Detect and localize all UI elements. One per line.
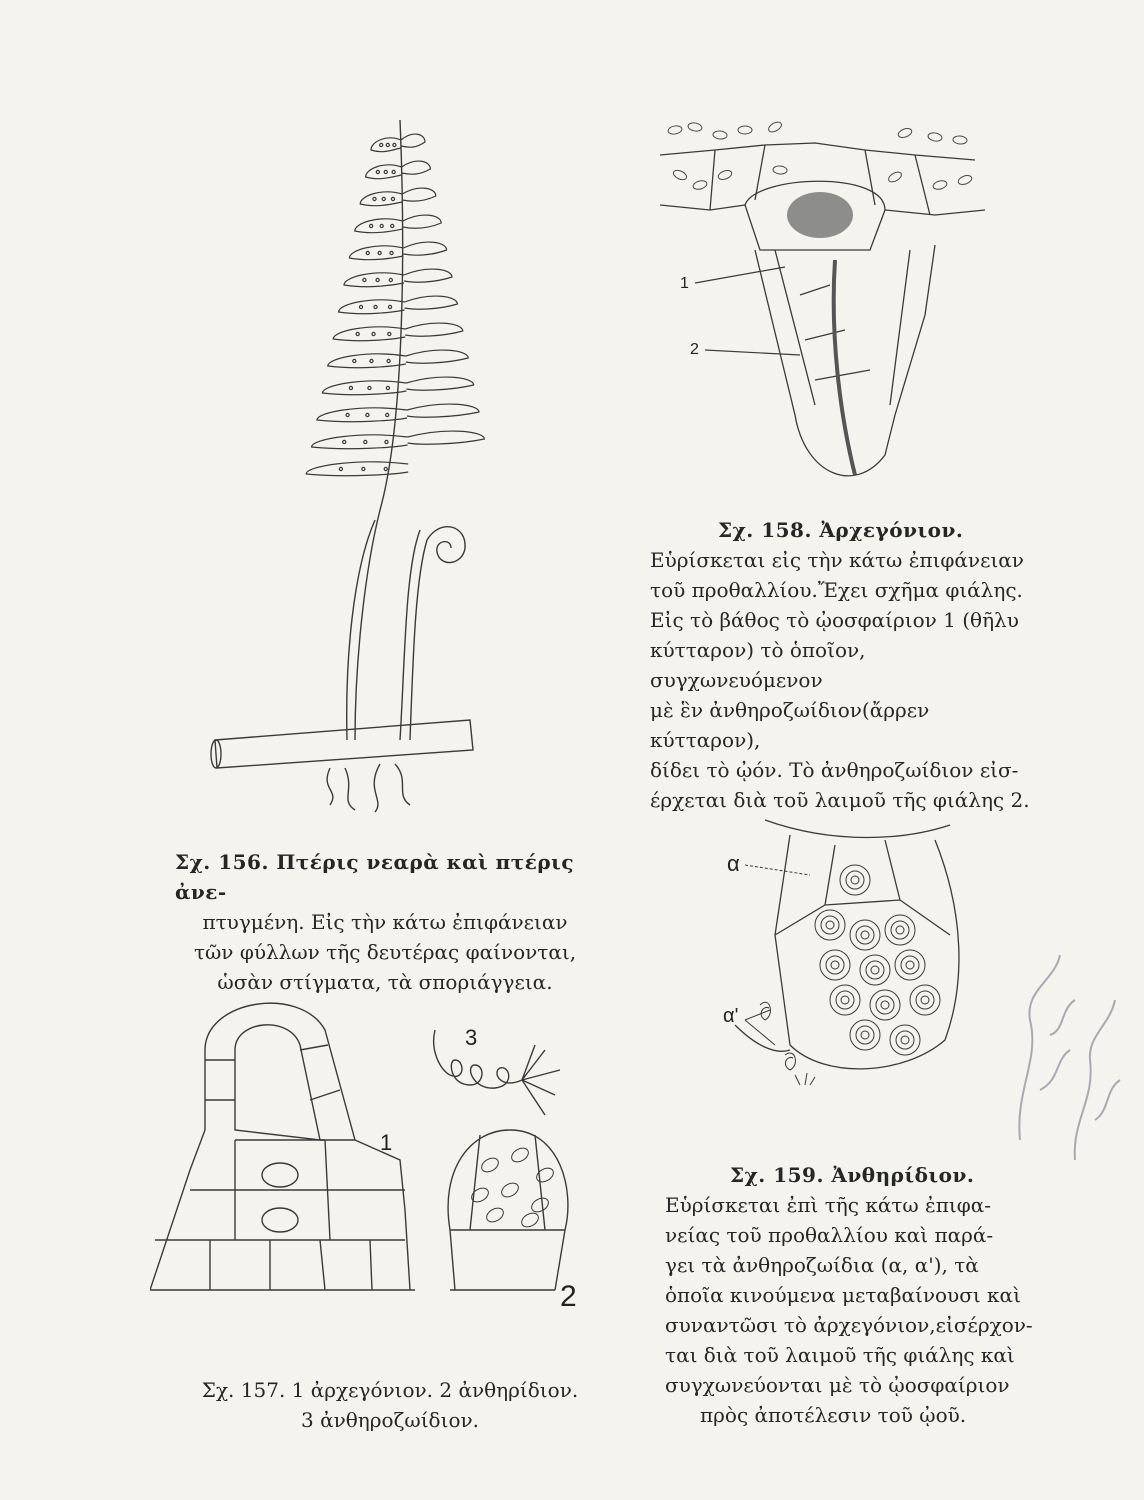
- fig158-caption: [650, 515, 1040, 815]
- fig156-title: Σχ. 156. Πτέρις νεαρὰ καὶ πτέρις ἀνε-: [175, 850, 575, 904]
- fig159-title: Σχ. 159. Ἀνθηρίδιον.: [730, 1163, 975, 1187]
- fig159-line-7: συγχωνεύονται μὲ τὸ ᾠοσφαίριον: [665, 1373, 1010, 1397]
- rhizome: [215, 720, 473, 768]
- fiddlehead-stalk: [400, 530, 420, 740]
- sperm-cell: [870, 990, 900, 1020]
- antheridium-drawing: [715, 815, 975, 1095]
- fern-pinna: [406, 377, 473, 390]
- archegonium-drawing: [655, 115, 995, 500]
- handwritten-annotation: [1000, 940, 1140, 1170]
- sperm-cell: [895, 950, 925, 980]
- fig158-line-5: μὲ ἓν ἀνθηροζωίδιον(ἄρρεν κύτταρον),: [650, 698, 930, 752]
- sperm-cell: [850, 920, 880, 950]
- fig158-line-1: Εὑρίσκεται εἰς τὴν κάτω ἐπιφάνειαν: [650, 548, 1024, 572]
- sperm-coil: [896, 1031, 914, 1049]
- sporangium-dot: [372, 332, 375, 335]
- cell-nucleus: [738, 126, 752, 134]
- sperm-coil: [861, 1031, 869, 1039]
- sporangium-dot: [376, 170, 379, 173]
- fiddlehead-icon: [427, 527, 465, 563]
- sperm-cell: [840, 865, 870, 895]
- fern-pinna: [405, 296, 458, 309]
- sporangium-dot: [390, 251, 393, 254]
- sporangium-dot: [346, 413, 349, 416]
- sperm-coil: [896, 926, 904, 934]
- sporangium-dot: [386, 143, 389, 146]
- free-sperm-icon: [760, 1002, 815, 1085]
- fern-rachis: [355, 120, 403, 740]
- arch-label-2: 2: [690, 341, 699, 358]
- fig159-line-6: ται διὰ τοῦ λαιμοῦ τῆς φιάλης καὶ: [665, 1343, 1015, 1367]
- fern-pinna: [403, 215, 441, 228]
- sperm-cell: [484, 1205, 506, 1224]
- sporangium-dot: [388, 305, 391, 308]
- sperm-coil: [921, 996, 929, 1004]
- sporangium-dot: [380, 224, 383, 227]
- sporangium-dot: [378, 251, 381, 254]
- egg-cell: [787, 192, 853, 238]
- cell-nucleus: [667, 125, 682, 135]
- sperm-coil: [821, 916, 839, 934]
- fig159-line-3: γει τὰ ἀνθηροζωίδια (α, α'), τὰ: [665, 1253, 979, 1277]
- fig159-line-8: πρὸς ἀποτέλεσιν τοῦ ᾠοῦ.: [700, 1403, 967, 1427]
- sperm-coil: [866, 961, 884, 979]
- fig156-caption: [175, 847, 595, 997]
- sporangium-dot: [391, 224, 394, 227]
- sporangium-dot: [359, 305, 362, 308]
- sperm-cell: [815, 910, 845, 940]
- sporangium-dot: [382, 197, 385, 200]
- sperm-coil: [856, 1026, 874, 1044]
- sporangium-dot: [384, 467, 387, 470]
- sperm-coil: [891, 921, 909, 939]
- fern-pinna: [339, 300, 405, 314]
- sperm-coil: [876, 996, 894, 1014]
- fern-pinna: [404, 269, 452, 282]
- cell-nucleus: [692, 179, 708, 190]
- sporangium-dot: [364, 440, 367, 443]
- fern-pinna: [406, 350, 468, 363]
- fig158-line-6: δίδει τὸ ᾠόν. Τὸ ἀνθηροζωίδιον εἰσ-: [650, 758, 1019, 782]
- cell-nucleus: [932, 179, 948, 190]
- sperm-coil: [901, 1036, 909, 1044]
- fern-pinna: [355, 219, 403, 233]
- sperm-coil: [841, 996, 849, 1004]
- cell-nucleus: [953, 135, 968, 144]
- fig158-line-2: τοῦ προθαλλίου.Ἔχει σχῆμα φιάλης.: [650, 578, 1023, 602]
- cell-nucleus: [767, 120, 783, 134]
- antheridium-wall: [775, 835, 959, 1069]
- sperm-coil: [881, 1001, 889, 1009]
- sporangium-dot: [363, 278, 366, 281]
- sperm-cell: [479, 1155, 501, 1174]
- sporangium-dot: [386, 386, 389, 389]
- sperm-coil: [916, 991, 934, 1009]
- fig158-line-3: Εἰς τὸ βάθος τὸ ᾠοσφαίριον 1 (θῆλυ: [650, 608, 1019, 632]
- fern-pinna: [328, 354, 406, 368]
- fern-pinna: [408, 431, 485, 444]
- antheridium-label-a: α: [727, 851, 740, 876]
- sporangium-dot: [389, 278, 392, 281]
- cell-nucleus: [717, 169, 733, 181]
- sperm-spirals: [815, 865, 940, 1055]
- antheridium-illustration: [715, 815, 975, 1095]
- sporangium-dot: [374, 305, 377, 308]
- cell-nucleus: [897, 127, 913, 139]
- sporangium-dot: [368, 386, 371, 389]
- sporangium-dot: [362, 467, 365, 470]
- fern-pinna: [317, 408, 407, 422]
- cell-nucleus: [713, 130, 728, 139]
- sporangium-dot: [366, 251, 369, 254]
- fig157-line-2: 3 ἀνθηροζωίδιον.: [301, 1408, 479, 1432]
- fig159-line-5: συναντῶσι τὸ ἀρχεγόνιον,εἰσέρχον-: [665, 1313, 1033, 1337]
- sporangium-dot: [339, 467, 342, 470]
- fig158-title: Σχ. 158. Ἀρχεγόνιον.: [718, 518, 964, 542]
- sporangium-dot: [370, 224, 373, 227]
- fern-pinna: [344, 273, 404, 287]
- sperm-cell: [509, 1145, 531, 1164]
- sporangium-dot: [356, 332, 359, 335]
- sporangium-dot: [385, 440, 388, 443]
- sporangium-dot: [384, 170, 387, 173]
- fig156-line-3: ὡσὰν στίγματα, τὰ σποριάγγεια.: [217, 970, 553, 994]
- fern-pinna: [322, 381, 406, 395]
- archegonium-illustration: [655, 115, 995, 500]
- sporangium-dot: [353, 359, 356, 362]
- fig159-caption: [665, 1160, 1045, 1430]
- sperm-coil: [851, 876, 859, 884]
- fern-illustration: [205, 100, 565, 820]
- sporangium-dot: [376, 278, 379, 281]
- fern-pinna: [405, 323, 463, 336]
- sperm-cell: [910, 985, 940, 1015]
- fig156-line-1: πτυγμένη. Εἰς τὴν κάτω ἐπιφάνειαν: [202, 910, 568, 934]
- fern-pinna: [333, 327, 405, 341]
- sperm-coil: [826, 956, 844, 974]
- fern-pinna: [402, 161, 431, 174]
- fern-pinna: [407, 404, 479, 417]
- sporangium-dot: [343, 440, 346, 443]
- sporangium-dot: [392, 170, 395, 173]
- sperm-cell: [519, 1210, 541, 1229]
- sporangium-dot: [391, 197, 394, 200]
- sperm-cell: [860, 955, 890, 985]
- sporangium-dot: [373, 197, 376, 200]
- fig157-caption: [170, 1375, 610, 1435]
- sperm-coil: [846, 871, 864, 889]
- sperm-cell: [830, 985, 860, 1015]
- sperm-coil: [871, 966, 879, 974]
- cell-nucleus: [957, 174, 973, 186]
- sperm-coil: [831, 961, 839, 969]
- sperm-cell: [890, 1025, 920, 1055]
- sperm-cell: [499, 1180, 521, 1199]
- fig158-line-4: κύτταρον) τὸ ὁποῖον, συγχωνευόμενον: [650, 638, 866, 692]
- fern-pinna: [349, 246, 403, 260]
- sporangium-dot: [388, 332, 391, 335]
- fig157-illustration: [150, 990, 610, 1320]
- sporangium-dot: [386, 413, 389, 416]
- sperm-cell: [529, 1195, 551, 1214]
- fig156-line-2: τῶν φύλλων τῆς δευτέρας φαίνονται,: [193, 940, 577, 964]
- sperm-cell: [534, 1165, 556, 1184]
- sporangium-dot: [387, 359, 390, 362]
- fern-pinna: [306, 462, 408, 476]
- cell-nucleus: [687, 122, 702, 132]
- fern-pinna: [360, 192, 402, 206]
- sperm-coil: [836, 991, 854, 1009]
- fig159-line-4: ὁποῖα κινούμενα μεταβαίνουσι καὶ: [665, 1283, 1021, 1307]
- sporangium-dot: [366, 413, 369, 416]
- antheridium-section-cells: [469, 1145, 556, 1229]
- sperm-coil: [856, 926, 874, 944]
- antherozoid-icon: [434, 1030, 522, 1088]
- cell-nucleus: [773, 165, 788, 174]
- sperm-coil: [826, 921, 834, 929]
- fern-drawing: [205, 100, 565, 820]
- fig157-label-2: 2: [560, 1280, 577, 1313]
- fern-pinna: [401, 134, 425, 147]
- cell-nucleus: [672, 168, 688, 181]
- sperm-cell: [850, 1020, 880, 1050]
- fern-pinna: [402, 188, 436, 201]
- sporangium-dot: [370, 359, 373, 362]
- sperm-coil: [901, 956, 919, 974]
- fig159-line-1: Εὑρίσκεται ἐπὶ τῆς κάτω ἐπιφα-: [665, 1193, 992, 1217]
- fig159-line-2: νείας τοῦ προθαλλίου καὶ παρά-: [665, 1223, 994, 1247]
- fern-pinna: [403, 242, 446, 255]
- sporangium-dot: [393, 143, 396, 146]
- sperm-coil: [861, 931, 869, 939]
- prothallus-cells: [667, 120, 973, 191]
- fig157-label-3: 3: [465, 1025, 478, 1050]
- fig158-line-7: έρχεται διὰ τοῦ λαιμοῦ τῆς φιάλης 2.: [650, 788, 1030, 812]
- arch-label-1: 1: [680, 275, 689, 292]
- sperm-cell: [820, 950, 850, 980]
- antheridium-label-a-prime: α': [723, 1005, 739, 1027]
- sperm-cell: [885, 915, 915, 945]
- cell-nucleus: [887, 170, 903, 184]
- sperm-coil: [906, 961, 914, 969]
- sporangium-dot: [380, 143, 383, 146]
- antheridium-section: [448, 1130, 568, 1290]
- sporangium-dot: [349, 386, 352, 389]
- roots-icon: [327, 764, 410, 812]
- fig157-label-1: 1: [380, 1130, 393, 1155]
- pencil-scribble: [1000, 940, 1140, 1170]
- fig157-line-1: Σχ. 157. 1 ἀρχεγόνιον. 2 ἀνθηρίδιον.: [201, 1378, 579, 1402]
- cell-nucleus: [927, 132, 942, 142]
